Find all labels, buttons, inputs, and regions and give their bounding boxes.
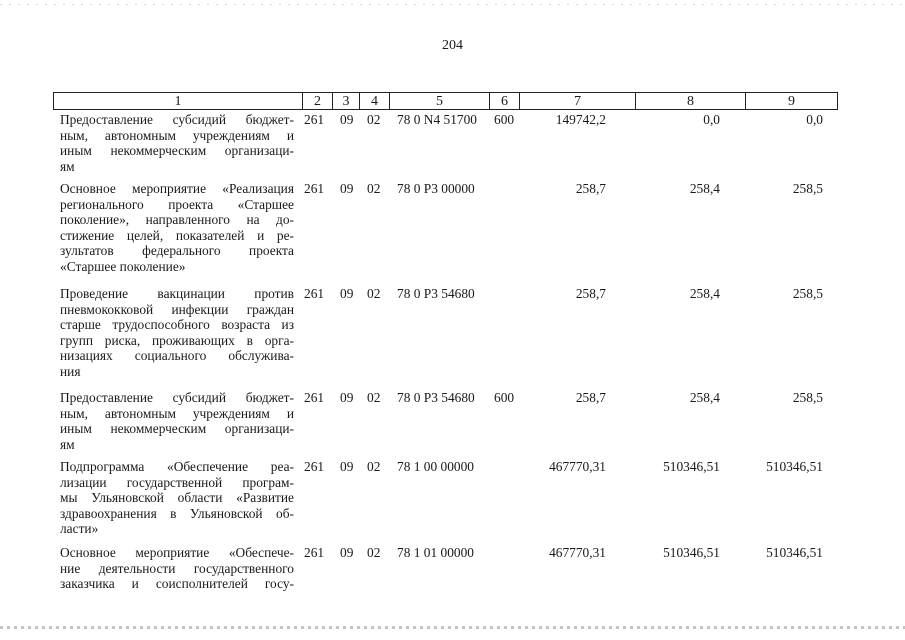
cell-target-article: 78 1 00 00000 bbox=[397, 459, 474, 474]
cell-amount-col8: 258,4 bbox=[689, 181, 720, 196]
cell-ministry-code: 261 bbox=[304, 286, 325, 301]
row-description bbox=[60, 181, 294, 274]
scan-artifact-bottom bbox=[0, 626, 905, 629]
cell-target-article: 78 0 P3 54680 bbox=[397, 390, 475, 405]
cell-ministry-code: 261 bbox=[304, 181, 325, 196]
cell-section: 09 bbox=[340, 545, 354, 560]
cell-amount-col8: 258,4 bbox=[689, 390, 720, 405]
description-line: групп риска, проживающих в орга- bbox=[60, 332, 294, 348]
cell-ministry-code: 261 bbox=[304, 459, 325, 474]
description-line: мы Ульяновской области «Развитие bbox=[60, 490, 294, 505]
description-line: ласти» bbox=[60, 521, 99, 536]
cell-amount-col7: 467770,31 bbox=[549, 459, 606, 474]
header-cell-6: 6 bbox=[489, 92, 519, 110]
description-line: Предоставление субсидий бюджет- bbox=[60, 390, 294, 405]
cell-subsection: 02 bbox=[367, 459, 381, 474]
description-line: старше трудоспособного возраста из bbox=[60, 317, 294, 332]
description-line: Проведение вакцинации против bbox=[60, 286, 294, 301]
description-line: ным, автономным учреждениям и bbox=[60, 127, 294, 143]
row-description bbox=[60, 459, 294, 537]
description-line: Предоставление субсидий бюджет- bbox=[60, 112, 294, 127]
description-line: иным некоммерческим организаци- bbox=[60, 143, 294, 158]
cell-subsection: 02 bbox=[367, 286, 381, 301]
header-cell-7: 7 bbox=[519, 92, 635, 110]
description-line: заказчика и соисполнителей госу- bbox=[60, 576, 294, 591]
cell-amount-col7: 467770,31 bbox=[549, 545, 606, 560]
cell-amount-col9: 0,0 bbox=[806, 112, 823, 127]
cell-subsection: 02 bbox=[367, 390, 381, 405]
cell-amount-col7: 149742,2 bbox=[555, 112, 606, 127]
description-line: лизации государственной програм- bbox=[60, 474, 294, 490]
row-description bbox=[60, 545, 294, 592]
header-cell-4: 4 bbox=[359, 92, 389, 110]
cell-amount-col7: 258,7 bbox=[575, 390, 606, 405]
row-description bbox=[60, 286, 294, 379]
cell-ministry-code: 261 bbox=[304, 390, 325, 405]
cell-amount-col9: 258,5 bbox=[792, 286, 823, 301]
cell-expense-type: 600 bbox=[494, 112, 515, 127]
cell-subsection: 02 bbox=[367, 181, 381, 196]
cell-amount-col8: 258,4 bbox=[689, 286, 720, 301]
cell-target-article: 78 0 P3 54680 bbox=[397, 286, 475, 301]
header-cell-3: 3 bbox=[332, 92, 359, 110]
cell-ministry-code: 261 bbox=[304, 545, 325, 560]
cell-amount-col9: 510346,51 bbox=[766, 545, 823, 560]
cell-subsection: 02 bbox=[367, 545, 381, 560]
cell-amount-col8: 510346,51 bbox=[663, 545, 720, 560]
cell-target-article: 78 0 N4 51700 bbox=[397, 112, 477, 127]
row-description bbox=[60, 112, 294, 174]
cell-section: 09 bbox=[340, 112, 354, 127]
row-description bbox=[60, 390, 294, 452]
header-cell-9: 9 bbox=[745, 92, 838, 110]
cell-ministry-code: 261 bbox=[304, 112, 325, 127]
cell-section: 09 bbox=[340, 459, 354, 474]
cell-amount-col9: 258,5 bbox=[792, 181, 823, 196]
description-line: регионального проекта «Старшее bbox=[60, 196, 294, 212]
description-line: поколение», направленного на до- bbox=[60, 212, 294, 227]
cell-section: 09 bbox=[340, 286, 354, 301]
scan-artifact-top bbox=[0, 4, 905, 5]
description-line: ям bbox=[60, 158, 75, 174]
description-line: ние деятельности государственного bbox=[60, 560, 294, 576]
description-line: Основное мероприятие «Реализация bbox=[60, 181, 294, 196]
cell-amount-col9: 510346,51 bbox=[766, 459, 823, 474]
description-line: здравоохранения в Ульяновской об- bbox=[60, 505, 294, 521]
description-line: зультатов федерального проекта bbox=[60, 243, 294, 258]
description-line: иным некоммерческим организаци- bbox=[60, 421, 294, 436]
description-line: Подпрограмма «Обеспечение реа- bbox=[60, 459, 294, 474]
cell-section: 09 bbox=[340, 181, 354, 196]
cell-subsection: 02 bbox=[367, 112, 381, 127]
description-line: стижение целей, показателей и ре- bbox=[60, 227, 294, 243]
description-line: пневмококковой инфекции граждан bbox=[60, 301, 294, 317]
header-cell-2: 2 bbox=[302, 92, 332, 110]
cell-amount-col8: 510346,51 bbox=[663, 459, 720, 474]
description-line: ям bbox=[60, 436, 75, 452]
cell-target-article: 78 1 01 00000 bbox=[397, 545, 474, 560]
header-cell-1: 1 bbox=[53, 92, 302, 110]
cell-target-article: 78 0 P3 00000 bbox=[397, 181, 475, 196]
description-line: ным, автономным учреждениям и bbox=[60, 405, 294, 421]
description-line: «Старшее поколение» bbox=[60, 258, 186, 274]
description-line: низациях социального обслужива- bbox=[60, 348, 294, 363]
description-line: Основное мероприятие «Обеспече- bbox=[60, 545, 294, 560]
cell-amount-col9: 258,5 bbox=[792, 390, 823, 405]
cell-amount-col7: 258,7 bbox=[575, 286, 606, 301]
page-number: 204 bbox=[442, 38, 463, 53]
cell-expense-type: 600 bbox=[494, 390, 515, 405]
header-cell-5: 5 bbox=[389, 92, 489, 110]
description-line: ния bbox=[60, 363, 81, 379]
cell-amount-col8: 0,0 bbox=[703, 112, 720, 127]
cell-section: 09 bbox=[340, 390, 354, 405]
header-cell-8: 8 bbox=[635, 92, 745, 110]
cell-amount-col7: 258,7 bbox=[575, 181, 606, 196]
